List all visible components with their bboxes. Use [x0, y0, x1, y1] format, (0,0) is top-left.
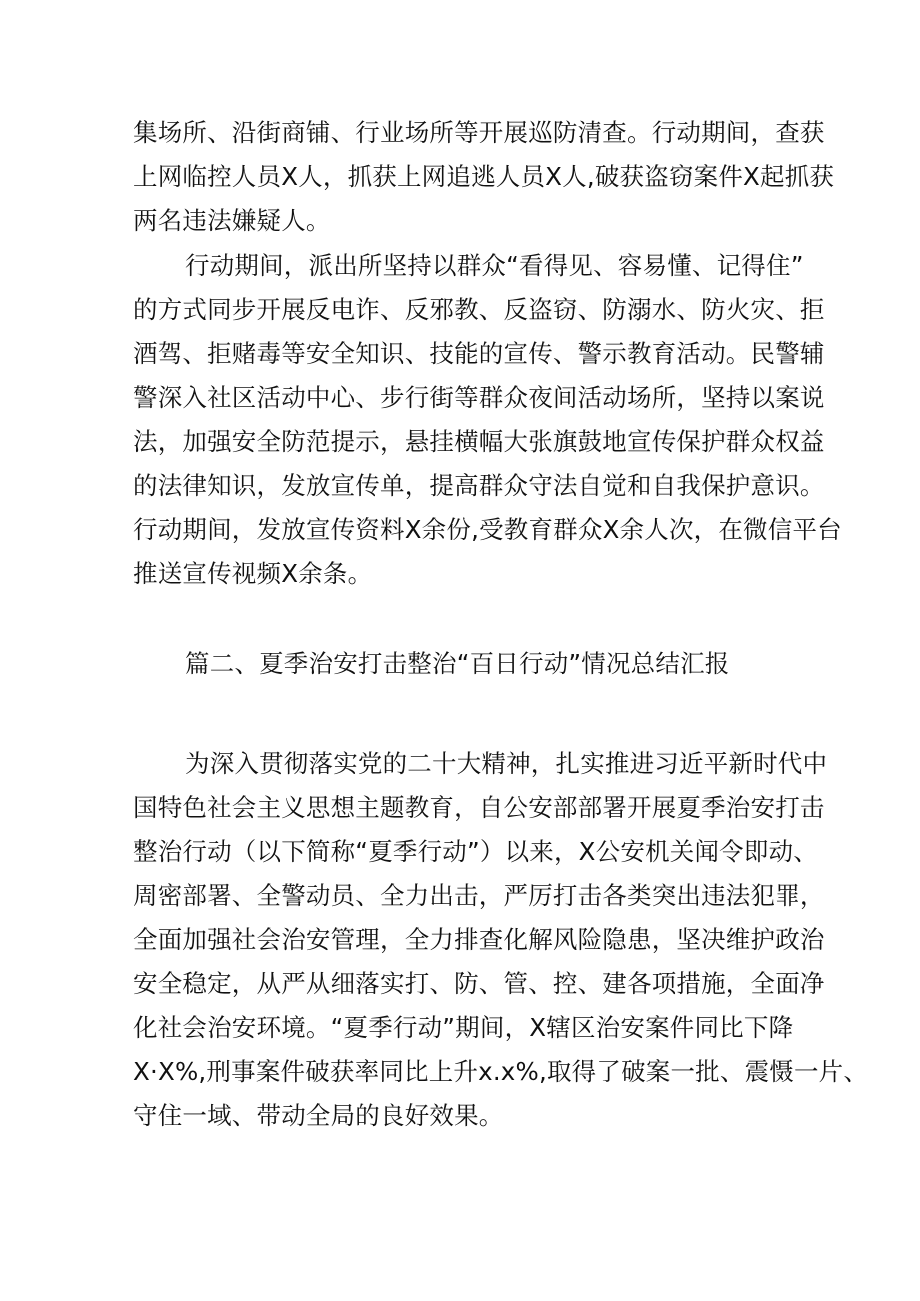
paragraph-3-line-6: 安全稳定，从严从细落实打、防、管、控、建各项措施，全面净 [133, 969, 825, 998]
paragraph-2-line-8: 推送宣传视频X余条。 [133, 559, 373, 588]
paragraph-1-line-3: 两名违法嫌疑人。 [133, 206, 331, 235]
paragraph-3-line-8: X·X%,刑事案件破获率同比上升x.x%,取得了破案一批、震慑一片、 [133, 1057, 869, 1086]
paragraph-2-line-5: 法，加强安全防范提示，悬挂横幅大张旗鼓地宣传保护群众权益 [133, 427, 825, 456]
paragraph-3-line-7: 化社会治安环境。“夏季行动”期间，X辖区治安案件同比下降 [133, 1013, 794, 1042]
paragraph-3-line-9: 守住一域、带动全局的良好效果。 [133, 1101, 504, 1130]
section-heading: 篇二、夏季治安打击整治“百日行动”情况总结汇报 [185, 649, 730, 678]
paragraph-1-line-1: 集场所、沿街商铺、行业场所等开展巡防清查。行动期间，查获 [133, 118, 825, 147]
paragraph-3-line-5: 全面加强社会治安管理，全力排查化解风险隐患，坚决维护政治 [133, 925, 825, 954]
paragraph-3-line-3: 整治行动（以下简称“夏季行动”）以来，X公安机关闻令即动、 [133, 837, 818, 866]
paragraph-2-line-6: 的法律知识，发放宣传单，提高群众守法自觉和自我保护意识。 [133, 471, 825, 500]
paragraph-2-line-3: 酒驾、拒赌毒等安全知识、技能的宣传、警示教育活动。民警辅 [133, 339, 825, 368]
paragraph-2-line-2: 的方式同步开展反电诈、反邪教、反盗窃、防溺水、防火灾、拒 [133, 295, 825, 324]
paragraph-3-line-2: 国特色社会主义思想主题教育，自公安部部署开展夏季治安打击 [133, 793, 825, 822]
paragraph-2-line-7: 行动期间，发放宣传资料X余份,受教育群众X余人次，在微信平台 [133, 515, 842, 544]
paragraph-2-line-4: 警深入社区活动中心、步行街等群众夜间活动场所，坚持以案说 [133, 383, 825, 412]
paragraph-1-line-2: 上网临控人员X人，抓获上网追逃人员X人,破获盗窃案件X起抓获 [133, 162, 835, 191]
paragraph-3-line-1: 为深入贯彻落实党的二十大精神，扎实推进习近平新时代中 [185, 749, 828, 778]
paragraph-2-line-1: 行动期间，派出所坚持以群众“看得见、容易懂、记得住” [185, 251, 804, 280]
paragraph-3-line-4: 周密部署、全警动员、全力出击，严厉打击各类突出违法犯罪， [133, 881, 825, 910]
